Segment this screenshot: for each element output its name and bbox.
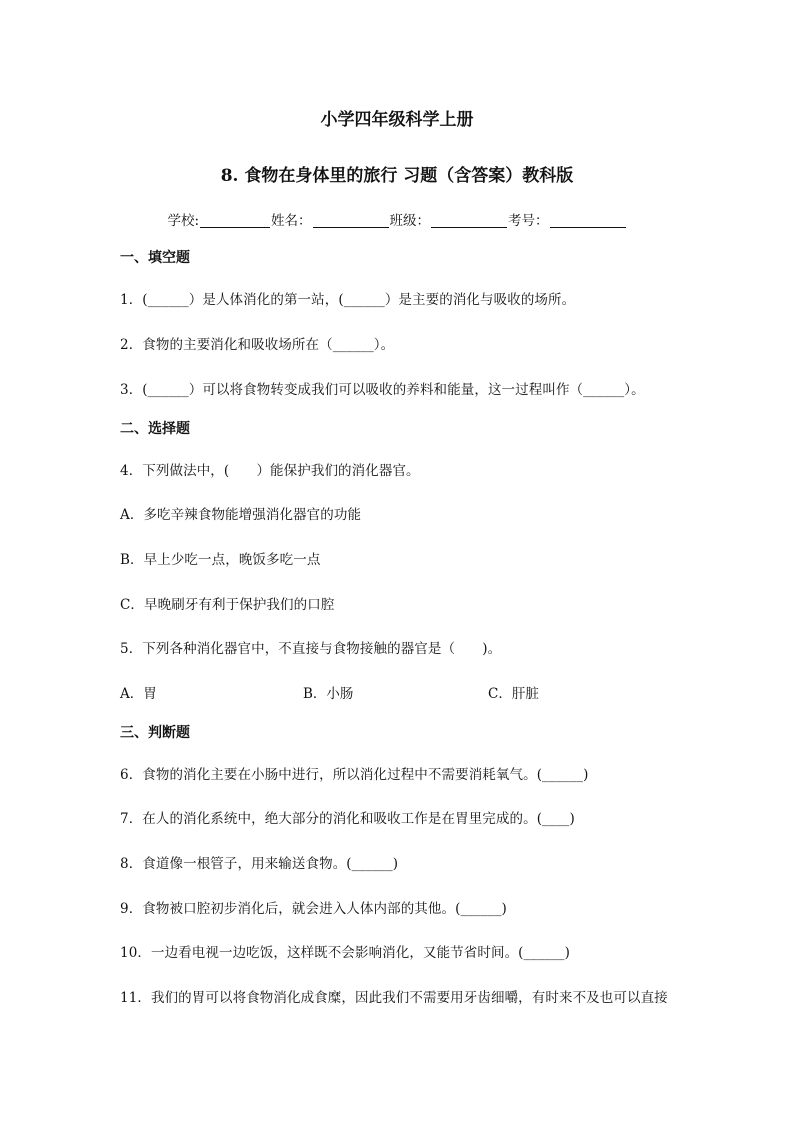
lesson-subtitle: 8. 食物在身体里的旅行 习题（含答案）教科版 — [220, 166, 574, 186]
name-label: 姓名： — [271, 213, 312, 229]
exam-number-blank[interactable] — [550, 212, 626, 228]
question-4-option-b: B．早上少吃一点，晚饭多吃一点 — [120, 552, 321, 568]
question-8: 8．食道像一根管子，用来输送食物。(______) — [120, 856, 399, 872]
section-fill-blank: 一、填空题 — [120, 250, 190, 266]
question-4-option-c: C．早晚刷牙有利于保护我们的口腔 — [120, 597, 335, 613]
question-1: 1．(______）是人体消化的第一站，(______）是主要的消化与吸收的场所。 — [120, 292, 576, 308]
question-4-option-a: A．多吃辛辣食物能增强消化器官的功能 — [120, 507, 362, 523]
school-label: 学校: — [167, 213, 200, 229]
name-blank[interactable] — [313, 212, 389, 228]
school-blank[interactable] — [200, 212, 270, 228]
question-11: 11．我们的胃可以将食物消化成食糜，因此我们不需要用牙齿细嚼，有时来不及也可以直接 — [120, 990, 668, 1006]
question-6: 6．食物的消化主要在小肠中进行，所以消化过程中不需要消耗氧气。(______) — [120, 767, 589, 783]
question-9: 9．食物被口腔初步消化后，就会进入人体内部的其他。(______) — [120, 901, 507, 917]
page-title: 小学四年级科学上册 — [320, 110, 474, 130]
section-choice: 二、选择题 — [120, 421, 190, 437]
question-5-option-b: B．小肠 — [303, 686, 354, 702]
class-blank[interactable] — [431, 212, 507, 228]
question-2: 2．食物的主要消化和吸收场所在（______）。 — [120, 337, 395, 353]
question-5-option-a: A．胃 — [120, 686, 157, 702]
question-5-option-c: C．肝脏 — [488, 686, 539, 702]
question-7: 7．在人的消化系统中，绝大部分的消化和吸收工作是在胃里完成的。(____) — [120, 811, 575, 827]
question-5: 5．下列各种消化器官中，不直接与食物接触的器官是（ )。 — [120, 641, 502, 657]
question-10: 10．一边看电视一边吃饭，这样既不会影响消化，又能节省时间。(______) — [120, 945, 571, 961]
section-judge: 三、判断题 — [120, 725, 190, 741]
exam-number-label: 考号： — [508, 213, 549, 229]
question-3: 3．(______）可以将食物转变成我们可以吸收的养料和能量，这一过程叫作（______）。 — [120, 382, 645, 398]
student-info-row — [0, 209, 794, 229]
question-4: 4．下列做法中，( ）能保护我们的消化器官。 — [120, 463, 420, 479]
class-label: 班级： — [389, 213, 431, 229]
